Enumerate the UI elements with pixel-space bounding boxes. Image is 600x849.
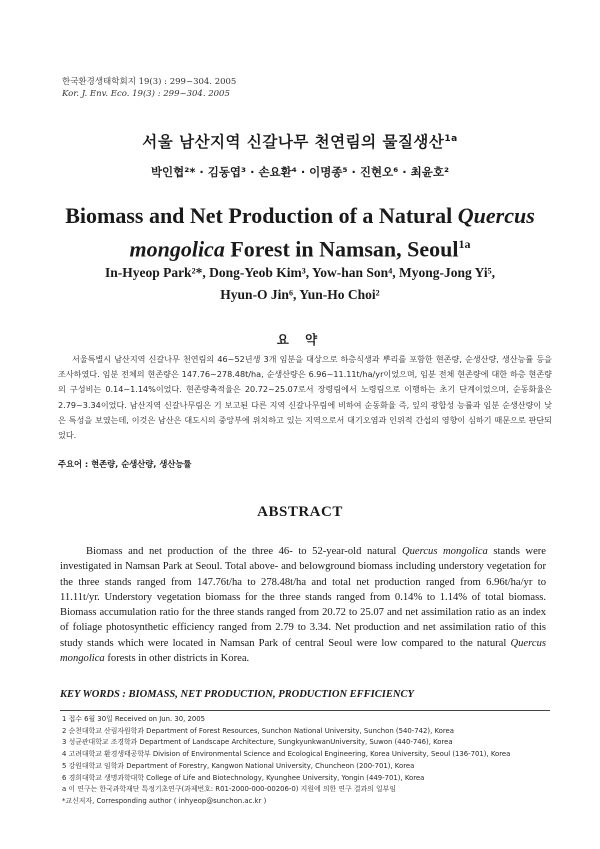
english-title-part2: Forest in Namsan, Seoul xyxy=(224,236,459,262)
journal-line-en: Kor. J. Env. Eco. 19(3) : 299~304. 2005 xyxy=(62,89,230,99)
abstract-text-2: stands were investigated in Namsan Park at Seoul. Total above- and belowground biomass including understory vegetation for the three stands ranged from 147.76t/ha to 278.48t/ha and total net production ranged from 6.96t/ha/yr to 11.11t/yr. Understory vegetation biomass for the three stands ranged from 0.14% to 1.14% of total biomass. Biomass accumulation ratio for the three stands ranged from 20.72 to 25.07 and net assimilation ratio as an index of foliage photosynthetic efficiency ranged from 2.79 to 3.34. Net production and net assimilation ratio of this study stands which were located in Namsan Park of central Seoul were low compared to the natural xyxy=(60,546,546,649)
footnote-funding: a 이 연구는 한국과학재단 특정기초연구(과제번호: R01-2000-000-00206-0) 지원에 의한 연구 결과의 일부임 xyxy=(62,785,396,794)
korean-authors: 박인협²* · 김동엽³ · 손요환⁴ · 이명종⁵ · 진현오⁶ · 최윤호² xyxy=(150,165,450,179)
footnote-5: 5 강원대학교 임학과 Department of Forestry, Kangwon National University, Chuncheon (200-701), Korea xyxy=(62,761,415,770)
english-title-sup: 1a xyxy=(458,237,471,251)
abstract-text-1: Biomass and net production of the three 46- to 52-year-old natural xyxy=(86,546,402,557)
english-title-genus: Quercus xyxy=(457,203,535,228)
korean-abstract-heading: 요 약 xyxy=(276,332,324,347)
footnote-1: 1 접수 6월 30일 Received on Jun. 30, 2005 xyxy=(62,715,206,723)
footnote-divider xyxy=(60,710,550,711)
abstract-species-1: Quercus mongolica xyxy=(401,546,488,557)
english-title-species: mongolica xyxy=(129,236,225,262)
abstract-species-2: Quercus mongolica xyxy=(60,637,546,665)
footnote-4: 4 고려대학교 환경생태공학부 Division of Environmental Science and Ecological Engineering, Korea University, Seoul (136-701), Korea xyxy=(62,750,511,759)
journal-citation xyxy=(62,76,236,100)
footnotes xyxy=(62,714,510,808)
abstract-heading: ABSTRACT xyxy=(257,504,343,520)
korean-title-text: 서울 남산지역 신갈나무 천연림의 물질생산 xyxy=(142,133,445,151)
english-abstract-body xyxy=(60,544,546,666)
english-keywords: KEY WORDS : BIOMASS, NET PRODUCTION, PRODUCTION EFFICIENCY xyxy=(60,689,414,700)
korean-abstract-body: 서울특별시 남산지역 신갈나무 천연림의 46~52년생 3개 임분을 대상으로 하층식생과 뿌리를 포함한 현존량, 순생산량, 생산능률 등을 조사하였다. 임분 전체의 현존량은 147.76~278.48t/ha, 순생산량은 6.96~11.11t/ha/yr이었으며, 임분 전체 현존량에 대한 하층 현존량의 구성비는 0.14~1.14%이었다. 현존량축적율은 20.72~25.07로서 장령림에서 노령림으로 이행하는 초기 단계이었으며, 순동화율은 2.79~3.34이었다. 남산지역 신갈나무림은 기 보고된 다른 지역 신갈나무림에 비하여 순동화율 즉, 잎의 광합성 능률과 임분 순생산량이 낮은 특성을 보였는데, 이것은 남산은 대도시의 중앙부에 위치하고 있는 지역으로서 대기오염과 인위적 간섭의 영향이 심하기 때문으로 판단되었다. xyxy=(58,354,552,441)
journal-line-ko: 한국환경생태학회지 19(3) : 299~304. 2005 xyxy=(62,77,237,87)
footnote-2: 2 순천대학교 산림자원학과 Department of Forest Resources, Sunchon National University, Sunchon (540-742), Korea xyxy=(62,726,454,735)
english-title xyxy=(40,202,560,263)
english-authors-line2: Hyun-O Jin⁶, Yun-Ho Choi² xyxy=(220,287,380,302)
footnote-3: 3 성균관대학교 조경학과 Department of Landscape Architecture, SungkyunkwanUniversity, Suwon (440-746), Korea xyxy=(62,738,453,747)
english-title-part1: Biomass and Net Production of a Natural xyxy=(65,203,458,228)
english-authors xyxy=(40,262,560,306)
korean-title xyxy=(0,130,600,152)
footnote-corresponding: *교신저자, Corresponding author ( inhyeop@sunchon.ac.kr ) xyxy=(62,796,267,805)
english-authors-line1: In-Hyeop Park²*, Dong-Yeob Kim³, Yow-han Son⁴, Myong-Jong Yi⁵, xyxy=(104,265,496,280)
abstract-text-3: forests in other districts in Korea. xyxy=(104,653,250,665)
korean-title-sup: 1a xyxy=(444,133,458,144)
korean-keywords: 주요어 : 현존량, 순생산량, 생산능률 xyxy=(58,459,192,469)
footnote-6: 6 경희대학교 생명과학대학 College of Life and Biotechnology, Kyunghee University, Yongin (449-701), Korea xyxy=(62,773,425,782)
